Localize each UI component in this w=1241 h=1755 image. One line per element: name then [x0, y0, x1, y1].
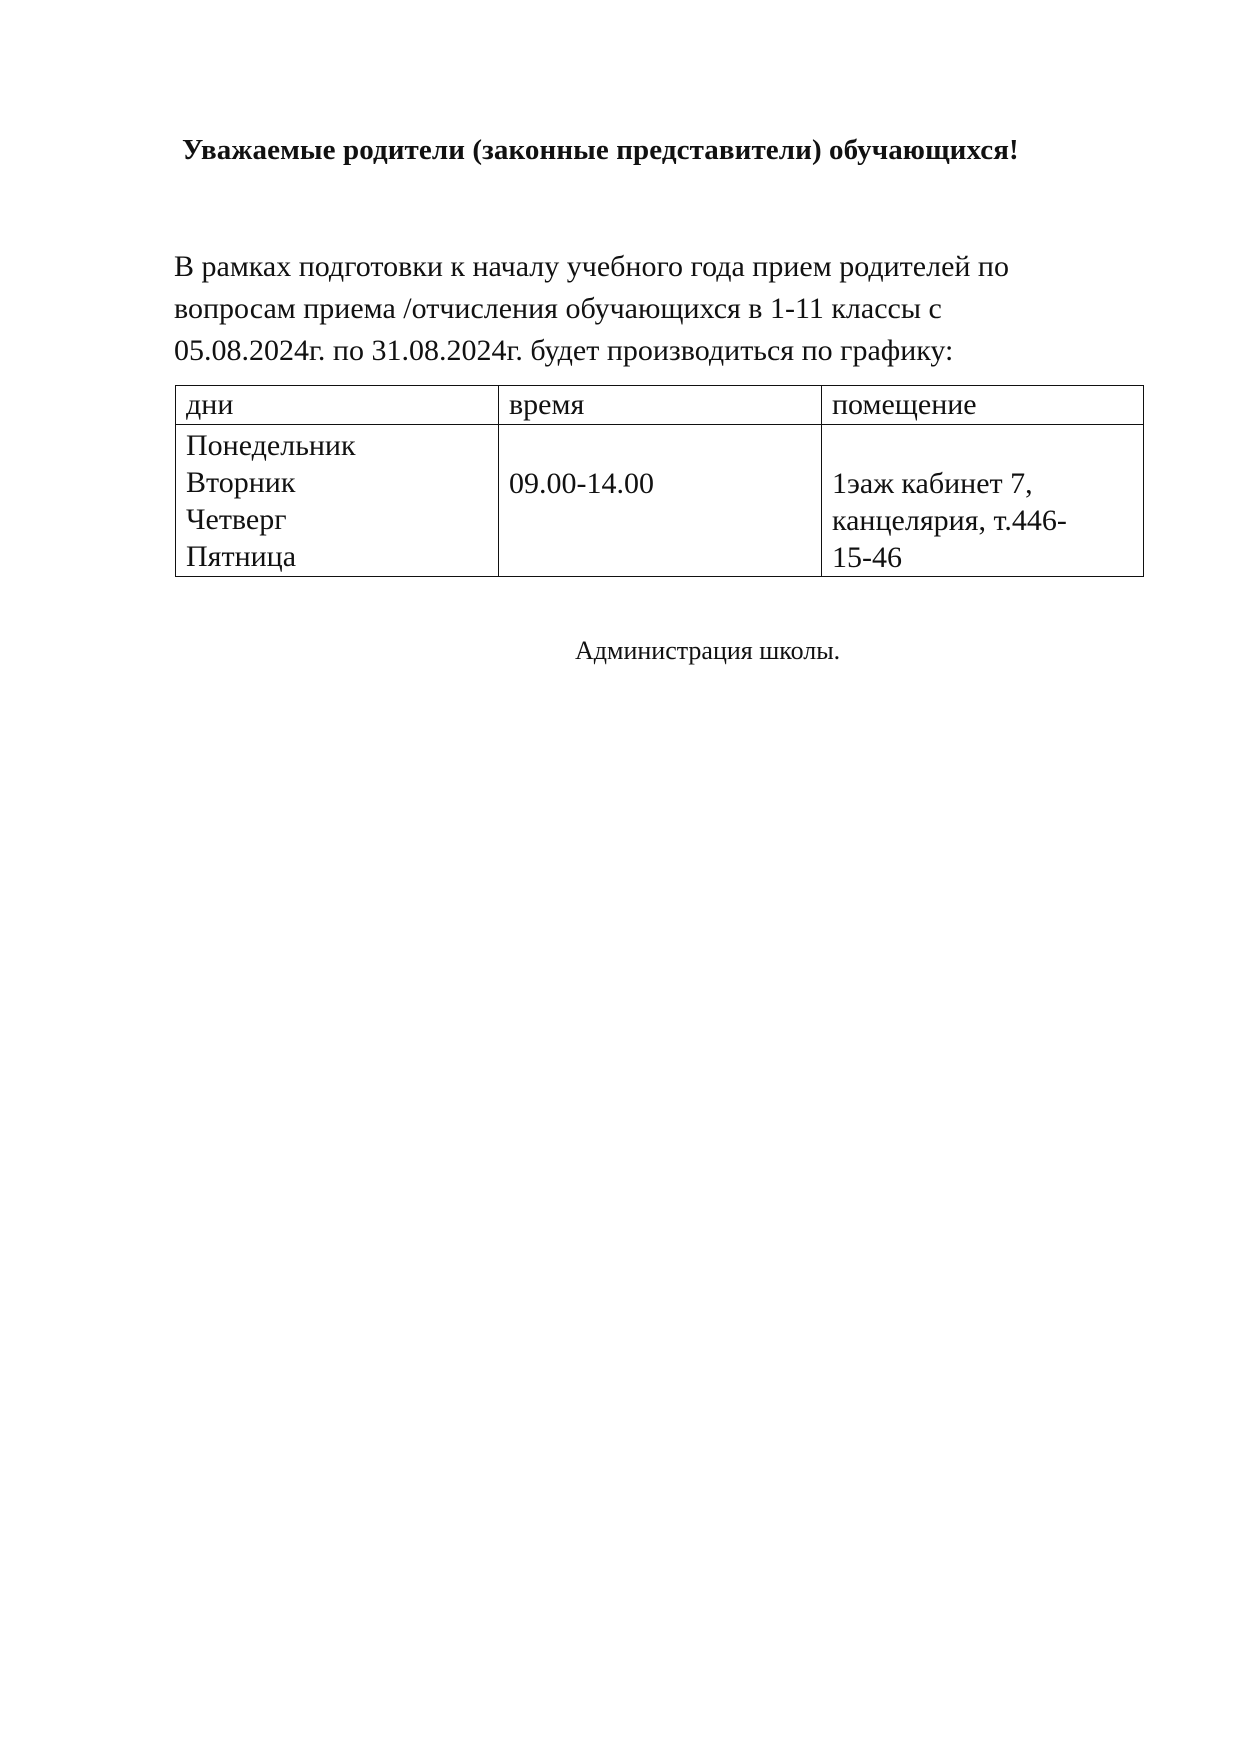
header-days: дни — [176, 386, 499, 425]
page-title: Уважаемые родители (законные представители) обучающихся! — [182, 134, 1019, 166]
table-row — [176, 425, 1144, 577]
header-time: время — [499, 386, 822, 425]
intro-line: 05.08.2024г. по 31.08.2024г. будет производиться по графику: — [174, 334, 954, 367]
intro-line: В рамках подготовки к началу учебного года прием родителей по — [174, 250, 1009, 283]
room-line: 1эаж кабинет 7, — [832, 467, 1033, 500]
room-line: 15-46 — [832, 541, 902, 574]
day-friday: Пятница — [186, 540, 297, 573]
signature: Администрация школы. — [575, 636, 841, 665]
table-header-row — [176, 386, 1144, 425]
intro-paragraph — [174, 246, 1134, 372]
day-tuesday: Вторник — [186, 466, 296, 499]
intro-line: вопросам приема /отчисления обучающихся в 1-11 классы с — [174, 292, 942, 325]
day-thursday: Четверг — [186, 503, 287, 536]
days-cell — [176, 425, 499, 577]
room-line: канцелярия, т.446- — [832, 504, 1067, 537]
schedule-table — [175, 385, 1144, 577]
header-room: помещение — [822, 386, 1144, 425]
room-cell — [822, 425, 1144, 577]
day-monday: Понедельник — [186, 429, 356, 462]
time-cell: 09.00-14.00 — [499, 425, 822, 577]
